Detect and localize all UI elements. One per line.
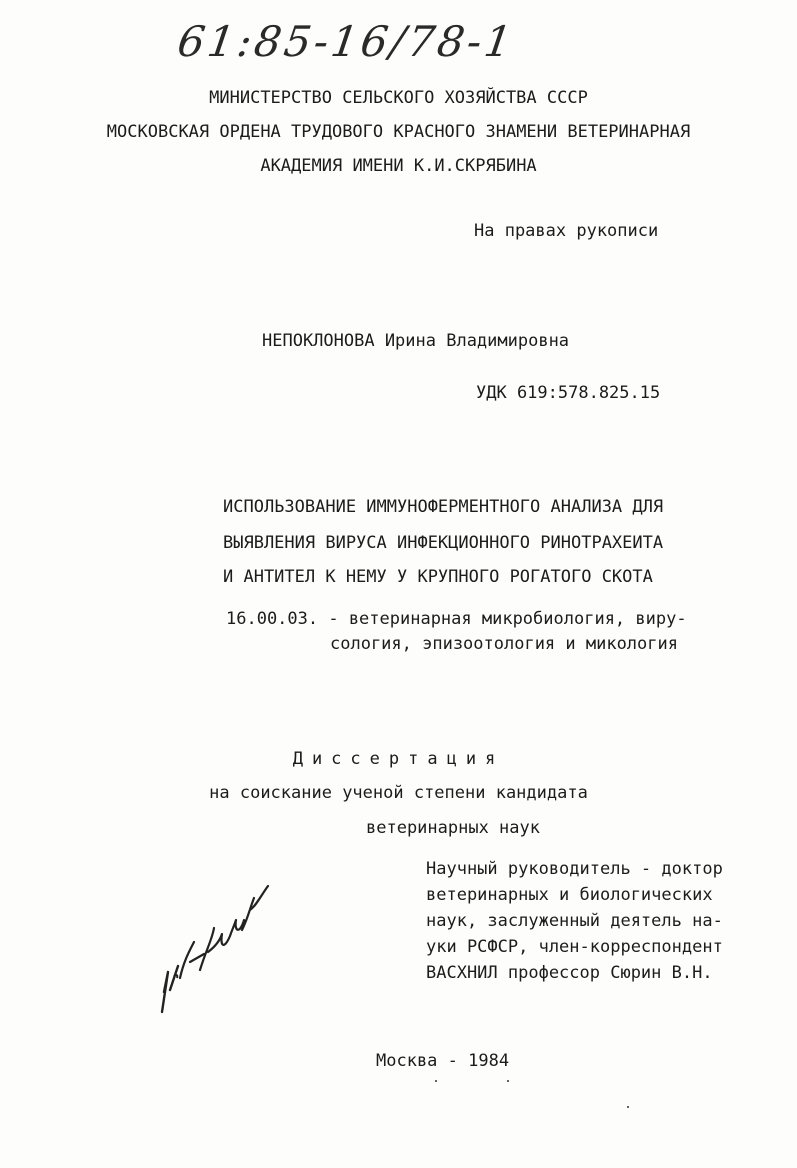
udk-code: УДК 619:578.825.15 — [476, 383, 661, 403]
specialty-line-2: сология, эпизоотология и микология — [330, 634, 678, 654]
speck — [507, 1080, 509, 1082]
speck — [627, 1106, 629, 1108]
specialty-line-1: 16.00.03. - ветеринарная микробиология, виру- — [226, 609, 687, 629]
author-name: НЕПОКЛОНОВА Ирина Владимировна — [262, 331, 570, 351]
work-type-line-1: на соискание ученой степени кандидата — [209, 783, 588, 803]
archive-number-handwritten: 61:85-16/78-1 — [174, 17, 518, 66]
supervisor-line-1: Научный руководитель - доктор — [426, 859, 723, 879]
rights-note: На правах рукописи — [474, 221, 659, 241]
work-type-line-2: ветеринарных наук — [366, 818, 540, 838]
speck — [435, 1080, 437, 1082]
academy-line-2: АКАДЕМИЯ ИМЕНИ К.И.СКРЯБИНА — [260, 156, 537, 176]
ministry-line: МИНИСТЕРСТВО СЕЛЬСКОГО ХОЗЯЙСТВА СССР — [209, 88, 588, 108]
work-type-title: Диссертация — [292, 749, 505, 769]
academy-line-1: МОСКОВСКАЯ ОРДЕНА ТРУДОВОГО КРАСНОГО ЗНАМЕНИ ВЕТЕРИНАРНАЯ — [106, 122, 691, 142]
supervisor-line-5: ВАСХНИЛ профессор Сюрин В.Н. — [426, 963, 713, 983]
supervisor-line-3: наук, заслуженный деятель на- — [426, 911, 723, 931]
supervisor-line-2: ветеринарных и биологических — [426, 885, 713, 905]
title-line-2: ВЫЯВЛЕНИЯ ВИРУСА ИНФЕКЦИОННОГО РИНОТРАХЕИТА — [223, 533, 664, 553]
city-year: Москва - 1984 — [376, 1051, 510, 1071]
title-line-1: ИСПОЛЬЗОВАНИЕ ИММУНОФЕРМЕНТНОГО АНАЛИЗА ДЛЯ — [223, 497, 664, 517]
author-signature — [150, 880, 280, 1020]
supervisor-line-4: уки РСФСР, член-корреспондент — [426, 937, 723, 957]
title-line-3: И АНТИТЕЛ К НЕМУ У КРУПНОГО РОГАТОГО СКОТА — [223, 567, 653, 587]
